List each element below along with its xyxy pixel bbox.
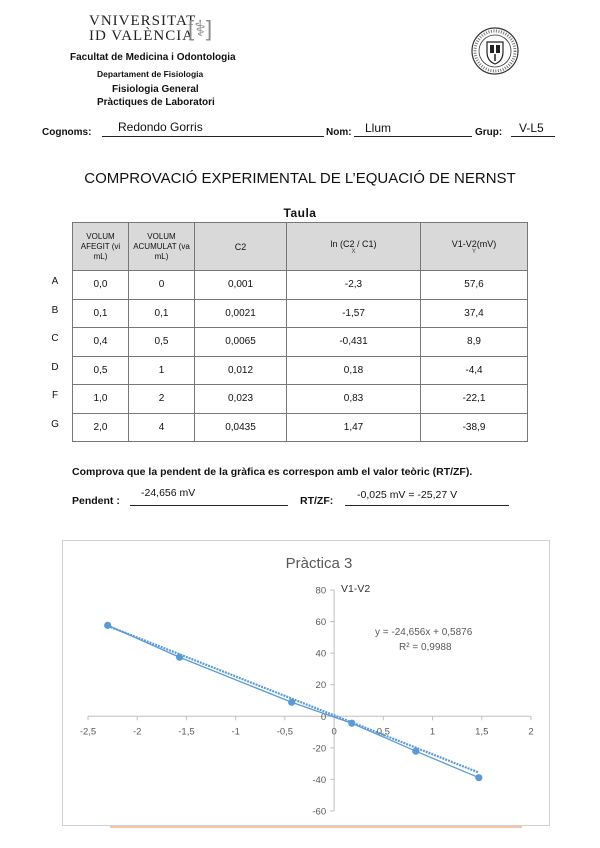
page-title: COMPROVACIÓ EXPERIMENTAL DE L’EQUACIÓ DE NERNST (84, 170, 516, 187)
nernst-chart (63, 541, 551, 827)
group-label: Grup: (475, 127, 503, 138)
y-tick-label: 0 (320, 711, 327, 723)
header-c2: C2 (195, 223, 287, 271)
table-cell-c2: 0,0021 (195, 299, 287, 328)
table-cell-v: -38,9 (421, 413, 528, 442)
x-tick-label: 0 (331, 726, 337, 738)
theory-label: RT/ZF: (300, 495, 334, 507)
header-volume-accumulated: VOLUM ACUMULAT (va mL) (129, 223, 195, 271)
y-tick-label: -40 (312, 774, 327, 786)
table-row (73, 328, 528, 357)
y-tick-label: 80 (315, 585, 327, 597)
group-value[interactable]: V-L5 (519, 121, 544, 135)
table-cell-ln: 1,47 (287, 413, 421, 442)
x-tick-label: -1,5 (178, 726, 195, 738)
practices-name: Pràctiques de Laboratori (97, 97, 215, 108)
university-name-line1: VNIVERSITAT (89, 13, 197, 29)
row-letter: G (51, 418, 59, 430)
series-label: V1-V2 (341, 583, 371, 595)
header-voltage: V1-V2(mV) Y (421, 223, 528, 271)
table-cell-v: 8,9 (421, 328, 528, 357)
table-cell-added: 0,0 (73, 271, 129, 300)
table-cell-v: -4,4 (421, 356, 528, 385)
y-tick-label: 20 (315, 680, 327, 692)
x-tick-label: -1 (231, 726, 240, 738)
table-cell-v: 37,4 (421, 299, 528, 328)
table-cell-accum: 1 (129, 356, 195, 385)
surname-underline (102, 136, 324, 137)
table-cell-accum: 0,1 (129, 299, 195, 328)
data-point (104, 622, 111, 629)
department-name: Departament de Fisiologia (97, 69, 204, 79)
row-letter: A (51, 276, 59, 287)
name-label: Nom: (326, 127, 352, 138)
theory-value[interactable]: -0,025 mV = -25,27 V (357, 489, 458, 501)
theory-underline (345, 505, 509, 506)
table-cell-added: 1,0 (73, 385, 129, 414)
table-cell-added: 2,0 (73, 413, 129, 442)
table-cell-v: -22,1 (421, 385, 528, 414)
table-cell-added: 0,4 (73, 328, 129, 357)
x-tick-label: 2 (528, 726, 534, 738)
row-letter: D (51, 361, 59, 373)
group-underline (511, 136, 555, 137)
header-ln-ratio: ln (C2 / C1) X (287, 223, 421, 271)
table-row (73, 299, 528, 328)
table-cell-c2: 0,012 (195, 356, 287, 385)
slope-question: Comprova que la pendent de la gràfica es correspon amb el valor teòric (RT/ZF). (72, 466, 473, 478)
table-row (73, 271, 528, 300)
y-tick-label: -60 (312, 806, 327, 818)
data-point (348, 720, 355, 727)
header-volume-added: VOLUM AFEGIT (vi mL) (73, 223, 129, 271)
course-name: Fisiologia General (112, 84, 199, 95)
y-tick-label: 40 (315, 648, 327, 660)
name-underline (354, 136, 472, 137)
table-cell-accum: 0,5 (129, 328, 195, 357)
faculty-name: Facultat de Medicina i Odontologia (70, 52, 236, 63)
chart-frame (62, 540, 550, 826)
table-cell-added: 0,5 (73, 356, 129, 385)
data-table (72, 222, 528, 442)
row-letter: F (51, 390, 59, 401)
surname-value[interactable]: Redondo Gorris (118, 120, 203, 134)
table-cell-c2: 0,023 (195, 385, 287, 414)
table-cell-v: 57,6 (421, 271, 528, 300)
chart-title: Pràctica 3 (285, 555, 353, 572)
table-header-row (73, 223, 528, 271)
table-cell-ln: -2,3 (287, 271, 421, 300)
table-cell-ln: 0,83 (287, 385, 421, 414)
university-seal-icon (470, 26, 520, 76)
row-letter: C (51, 333, 59, 344)
slope-value[interactable]: -24,656 mV (141, 487, 196, 499)
y-tick-label: 60 (315, 617, 327, 629)
table-row (73, 356, 528, 385)
table-row (73, 413, 528, 442)
x-tick-label: -0,5 (276, 726, 294, 738)
x-tick-label: 0,5 (376, 726, 390, 738)
table-cell-ln: -1,57 (287, 299, 421, 328)
table-row (73, 385, 528, 414)
table-cell-added: 0,1 (73, 299, 129, 328)
surname-label: Cognoms: (42, 127, 92, 138)
table-cell-accum: 2 (129, 385, 195, 414)
y-tick-label: -20 (312, 743, 327, 755)
table-title: Taula (283, 206, 317, 220)
slope-underline (130, 505, 288, 506)
x-tick-label: -2,5 (79, 726, 97, 738)
x-tick-label: -2 (132, 726, 142, 738)
trendline-equation: y = -24,656x + 0,5876 (375, 627, 473, 638)
data-point (475, 774, 482, 781)
table-cell-c2: 0,001 (195, 271, 287, 300)
table-cell-c2: 0,0435 (195, 413, 287, 442)
table-cell-accum: 4 (129, 413, 195, 442)
university-name-line2: ID VALÈNCIA (89, 28, 195, 44)
table-cell-accum: 0 (129, 271, 195, 300)
row-letter: B (51, 304, 59, 316)
x-tick-label: 1,5 (475, 726, 489, 738)
table-cell-ln: 0,18 (287, 356, 421, 385)
university-emblem-icon: [⚕] (188, 16, 213, 41)
data-point (288, 699, 295, 706)
data-point (176, 654, 183, 661)
name-value[interactable]: Llum (365, 121, 392, 135)
trendline-r2: R² = 0,9988 (399, 642, 452, 653)
table-cell-c2: 0,0065 (195, 328, 287, 357)
page-bottom-rule (110, 826, 522, 828)
slope-label: Pendent : (72, 495, 120, 507)
data-point (412, 748, 419, 755)
table-cell-ln: -0,431 (287, 328, 421, 357)
x-tick-label: 1 (429, 726, 436, 738)
